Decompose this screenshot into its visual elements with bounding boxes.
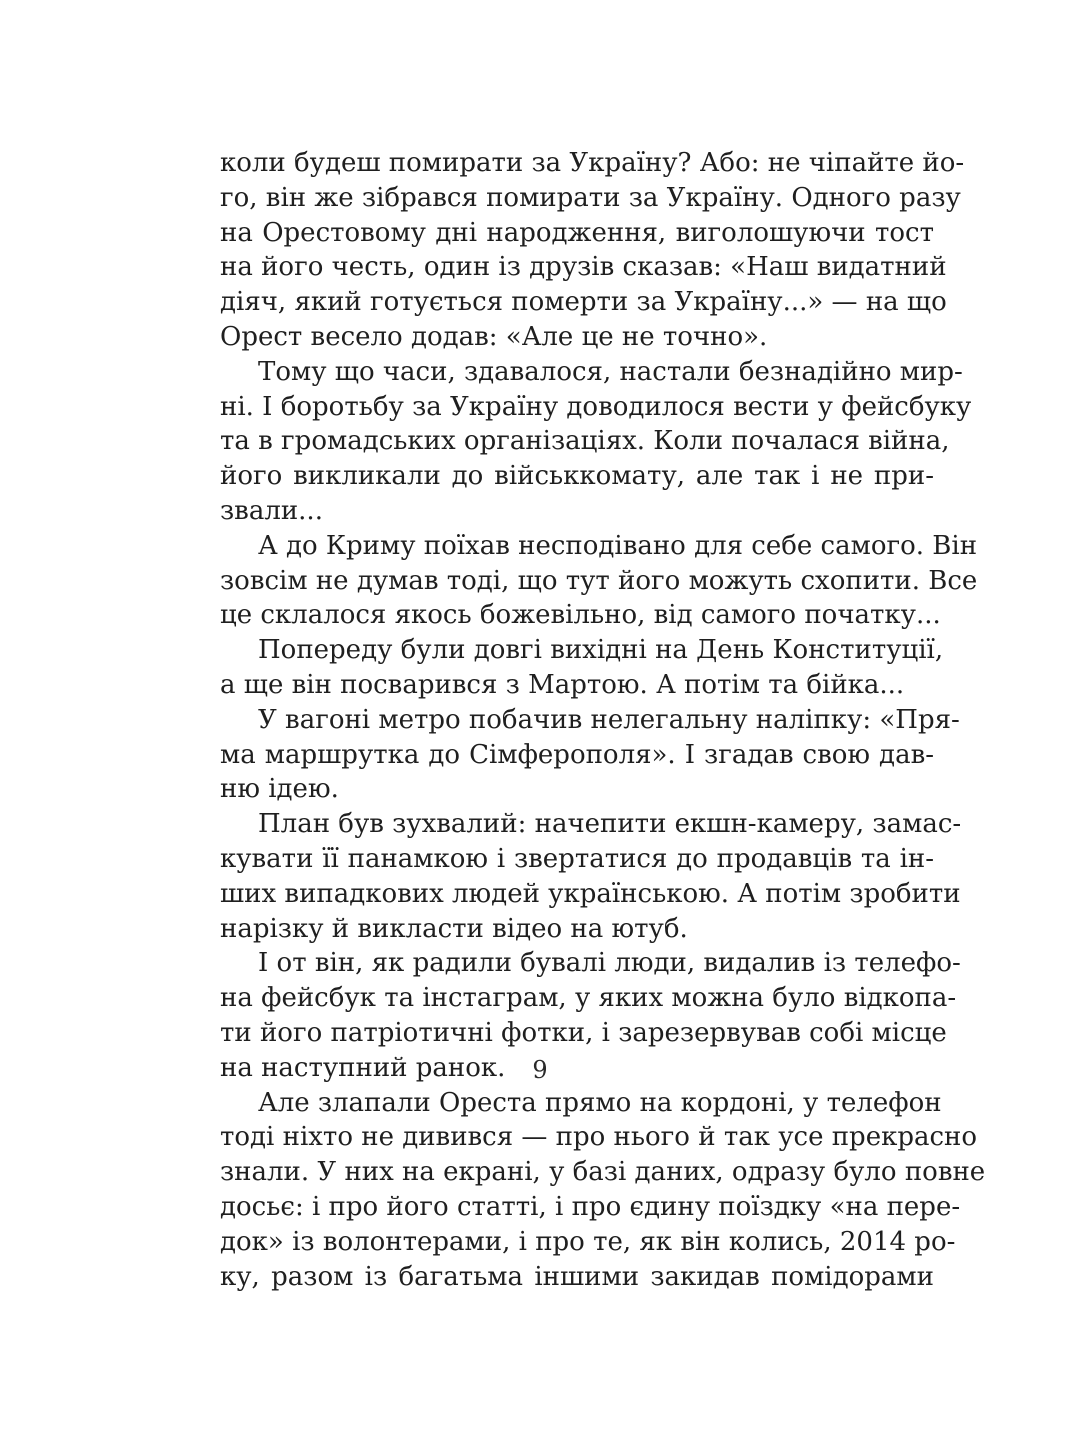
text-line: І от він, як радили бувалі люди, видалив із телефо- [258, 948, 961, 979]
text-line: Попереду були довгі вихідні на День Конституції, [258, 635, 944, 666]
text-line: на наступний ранок. [220, 1052, 506, 1083]
text-line: го, він же зібрався помирати за Україну. Одного разу [220, 182, 961, 213]
text-line: док» із волонтерами, і про те, як він колись, 2014 ро- [220, 1226, 956, 1257]
text-line: звали... [220, 495, 323, 526]
text-line: ню ідею. [220, 774, 339, 805]
text-line: діяч, який готується померти за Україну...» — на що [220, 287, 947, 318]
page-number: 9 [532, 1056, 548, 1084]
text-line: а ще він посварився з Мартою. А потім та бійка... [220, 669, 905, 700]
text-line: та в громадських організаціях. Коли почалася війна, [220, 426, 950, 457]
text-line: його викликали до військкомату, але так і не при- [220, 461, 934, 492]
text-line: ти його патріотичні фотки, і зарезервував собі місце [220, 1017, 947, 1048]
text-line: досьє: і про його статті, і про єдину поїздку «на пере- [220, 1191, 961, 1222]
text-line: кувати її панамкою і звертатися до продавців та ін- [220, 843, 934, 874]
text-line: А до Криму поїхав несподівано для себе самого. Він [258, 530, 978, 561]
text-line: ку, разом із багатьма іншими закидав помідорами [220, 1261, 934, 1292]
text-line: на його честь, один із друзів сказав: «Наш видатний [220, 252, 947, 283]
text-line: У вагоні метро побачив нелегальну наліпку: «Пря- [258, 704, 960, 735]
text-line: Тому що часи, здавалося, настали безнадійно мир- [258, 356, 963, 387]
text-line: знали. У них на екрані, у базі даних, одразу було повне [220, 1157, 986, 1188]
text-line: Орест весело додав: «Але це не точно». [220, 321, 768, 352]
text-line: це склалося якось божевільно, від самого початку... [220, 600, 941, 631]
text-line: на Орестовому дні народження, виголошуючи тост [220, 217, 934, 248]
text-line: тоді ніхто не дивився — про нього й так усе прекрасно [220, 1122, 978, 1153]
text-line: Але злапали Ореста прямо на кордоні, у телефон [258, 1087, 942, 1118]
text-line: ні. І боротьбу за Україну доводилося вести у фейсбуку [220, 391, 972, 422]
text-line: ма маршрутка до Сімферополя». І згадав свою дав- [220, 739, 934, 770]
body-text [220, 146, 986, 1294]
text-line: План був зухвалий: начепити екшн-камеру, замас- [258, 809, 962, 840]
text-line: ших випадкових людей українською. А потім зробити [220, 878, 961, 909]
text-line: коли будеш помирати за Україну? Або: не чіпайте йо- [220, 148, 965, 178]
text-line: нарізку й викласти відео на ютуб. [220, 913, 688, 944]
text-line: зовсім не думав тоді, що тут його можуть схопити. Все [220, 565, 978, 596]
text-line: на фейсбук та інстаграм, у яких можна було відкопа- [220, 983, 957, 1014]
